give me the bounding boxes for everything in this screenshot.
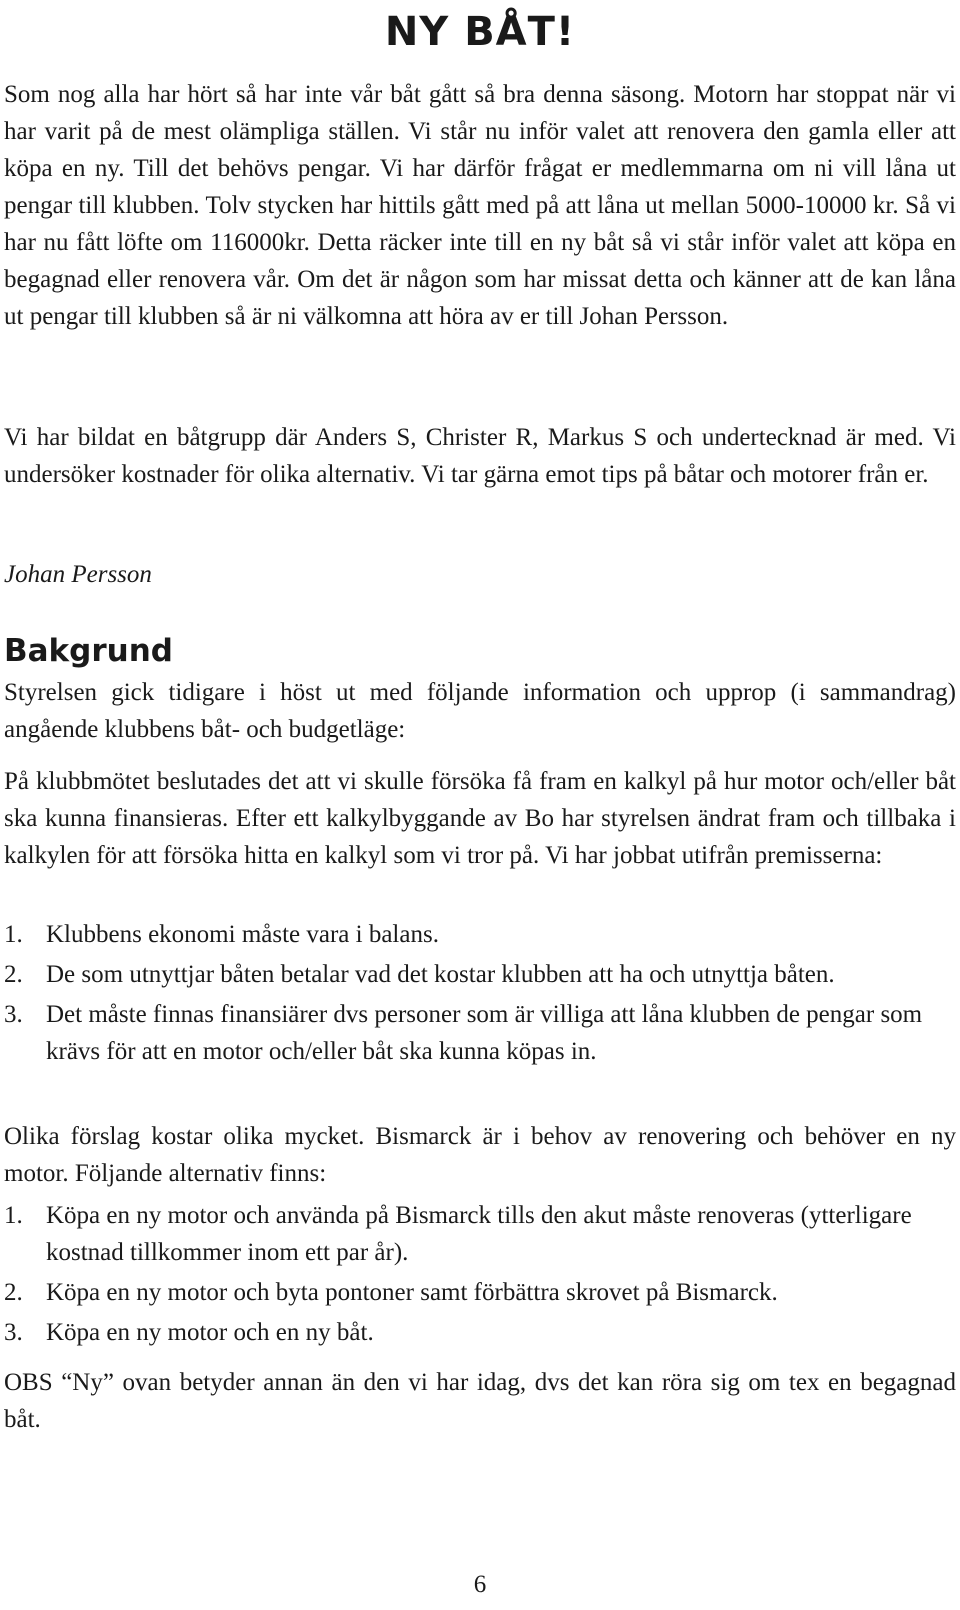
list-item	[4, 1314, 956, 1351]
list-number: 1.	[4, 921, 23, 948]
alternatives-list	[4, 1197, 956, 1354]
background-paragraph-4: OBS “Ny” ovan betyder annan än den vi har idag, dvs det kan röra sig om tex en begagnad båt.	[4, 1369, 956, 1433]
list-item	[4, 916, 956, 953]
list-item-text: De som utnyttjar båten betalar vad det kostar klubben att ha och utnyttja båten.	[46, 961, 835, 988]
list-item-text: Klubbens ekonomi måste vara i balans.	[46, 921, 439, 948]
list-number: 2.	[4, 961, 23, 988]
author-signature: Johan Persson	[4, 561, 152, 588]
background-paragraph-3: Olika förslag kostar olika mycket. Bismarck är i behov av renovering och behöver en ny motor. Följande alternativ finns:	[4, 1123, 956, 1187]
list-item	[4, 996, 956, 1070]
premises-list	[4, 916, 956, 1073]
list-item-text: Det måste finnas finansiärer dvs personer som är villiga att låna klubben de pengar som krävs för att en motor och/eller båt ska kunna köpas in.	[46, 1001, 923, 1065]
background-paragraph-1: Styrelsen gick tidigare i höst ut med följande information och upprop (i sammandrag) angående klubbens båt- och budgetläge:	[4, 679, 956, 743]
page-title: NY BÅT!	[384, 9, 576, 55]
list-number: 2.	[4, 1279, 23, 1306]
section-heading: Bakgrund	[4, 633, 173, 669]
list-item	[4, 1274, 956, 1311]
list-item	[4, 1197, 956, 1271]
list-item	[4, 956, 956, 993]
intro-paragraph-2: Vi har bildat en båtgrupp där Anders S, Christer R, Markus S och undertecknad är med. Vi undersöker kostnader för olika alternativ. Vi tar gärna emot tips på båtar och motorer från er.	[4, 424, 956, 488]
list-number: 1.	[4, 1202, 23, 1229]
background-paragraph-2: På klubbmötet beslutades det att vi skulle försöka få fram en kalkyl på hur motor och/eller båt ska kunna finansieras. Efter ett kalkylbyggande av Bo har styrelsen ändrat fram och tillbaka i kalkylen för att försöka hitta en kalkyl som vi tror på. Vi har jobbat utifrån premisserna:	[4, 768, 956, 869]
intro-paragraph-1: Som nog alla har hört så har inte vår båt gått så bra denna säsong. Motorn har stoppat när vi har varit på de mest olämpliga ställen. Vi står nu inför valet att renovera den gamla eller att köpa en ny. Till det behövs pengar. Vi har därför frågat er medlemmarna om ni vill låna ut pengar till klubben. Tolv stycken har hittils gått med på att låna ut mellan 5000-10000 kr. Så vi har nu fått löfte om 116000kr. Detta räcker inte till en ny båt så vi står inför valet att köpa en begagnad eller renovera vår. Om det är någon som har missat detta och känner att de kan låna ut pengar till klubben så är ni välkomna att höra av er till Johan Persson.	[4, 81, 956, 330]
list-item-text: Köpa en ny motor och använda på Bismarck tills den akut måste renoveras (ytterligare kostnad tillkommer inom ett par år).	[46, 1202, 912, 1266]
list-item-text: Köpa en ny motor och byta pontoner samt förbättra skrovet på Bismarck.	[46, 1279, 778, 1306]
list-item-text: Köpa en ny motor och en ny båt.	[46, 1319, 374, 1346]
list-number: 3.	[4, 1001, 23, 1028]
page-number: 6	[473, 1571, 487, 1598]
list-number: 3.	[4, 1319, 23, 1346]
